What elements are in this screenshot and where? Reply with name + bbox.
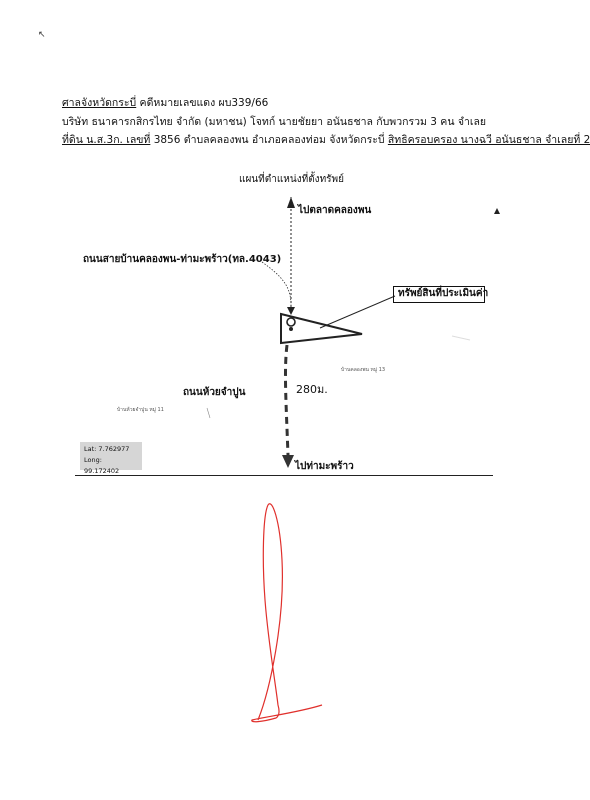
court-name: ศาลจังหวัดกระบี่: [62, 97, 137, 109]
north-destination-label: ไปตลาดคลองพน: [298, 205, 372, 216]
land-location: 3856 ตำบลคลองพน อำเภอคลองท่อม จังหวัดกระบี่: [150, 134, 388, 146]
village-label-2: บ้านคลองพน หมู่ 13: [341, 367, 386, 373]
south-destination-label: ไปท่ามะพร้าว: [295, 461, 354, 472]
village-label-1: บ้านห้วยจำปูน หมู่ 11: [117, 407, 164, 413]
map-title: แผนที่ตำแหน่งที่ตั้งทรัพย์: [239, 174, 344, 185]
distance-label: 280ม.: [296, 383, 328, 396]
header-line-2: บริษัท ธนาคารกสิกรไทย จำกัด (มหาชน) โจทก์ นายชัยยา อนันธชาล กับพวกรวม 3 คน จำเลย: [62, 116, 487, 128]
property-label-box: ทรัพย์สินที่ประเมินค่า: [393, 286, 485, 303]
arrow-down-icon: [282, 455, 294, 468]
latitude: Lat: 7.762977: [84, 445, 130, 453]
main-road-label: ถนนสายบ้านคลองพน-ท่ามะพร้าว(ทล.4043): [83, 254, 282, 265]
north-arrow-icon: [494, 208, 500, 214]
access-road: [285, 345, 288, 455]
red-handwritten-mark: [252, 504, 322, 722]
road-label-leader: [262, 262, 291, 305]
possession-right: สิทธิครอบครอง นางฉวี อนันธชาล จำเลยที่ 2: [387, 134, 590, 146]
arrow-down-to-property-icon: [287, 307, 295, 315]
divider-line: [75, 475, 493, 476]
scan-mark: ↖: [38, 30, 46, 40]
land-deed: ที่ดิน น.ส.3ก. เลขที่: [62, 134, 151, 146]
coordinates-box: [80, 442, 142, 475]
arrow-up-icon: [287, 197, 295, 208]
side-road-label: ถนนห้วยจำปูน: [183, 387, 246, 398]
longitude: Long: 99.172402: [84, 456, 120, 475]
property-marker-dot: [289, 327, 293, 331]
property-marker-icon: [287, 318, 295, 326]
side-road-tick: [207, 408, 210, 418]
case-number: คดีหมายเลขแดง ผบ339/66: [136, 97, 269, 109]
property-label-leader: [320, 296, 395, 328]
